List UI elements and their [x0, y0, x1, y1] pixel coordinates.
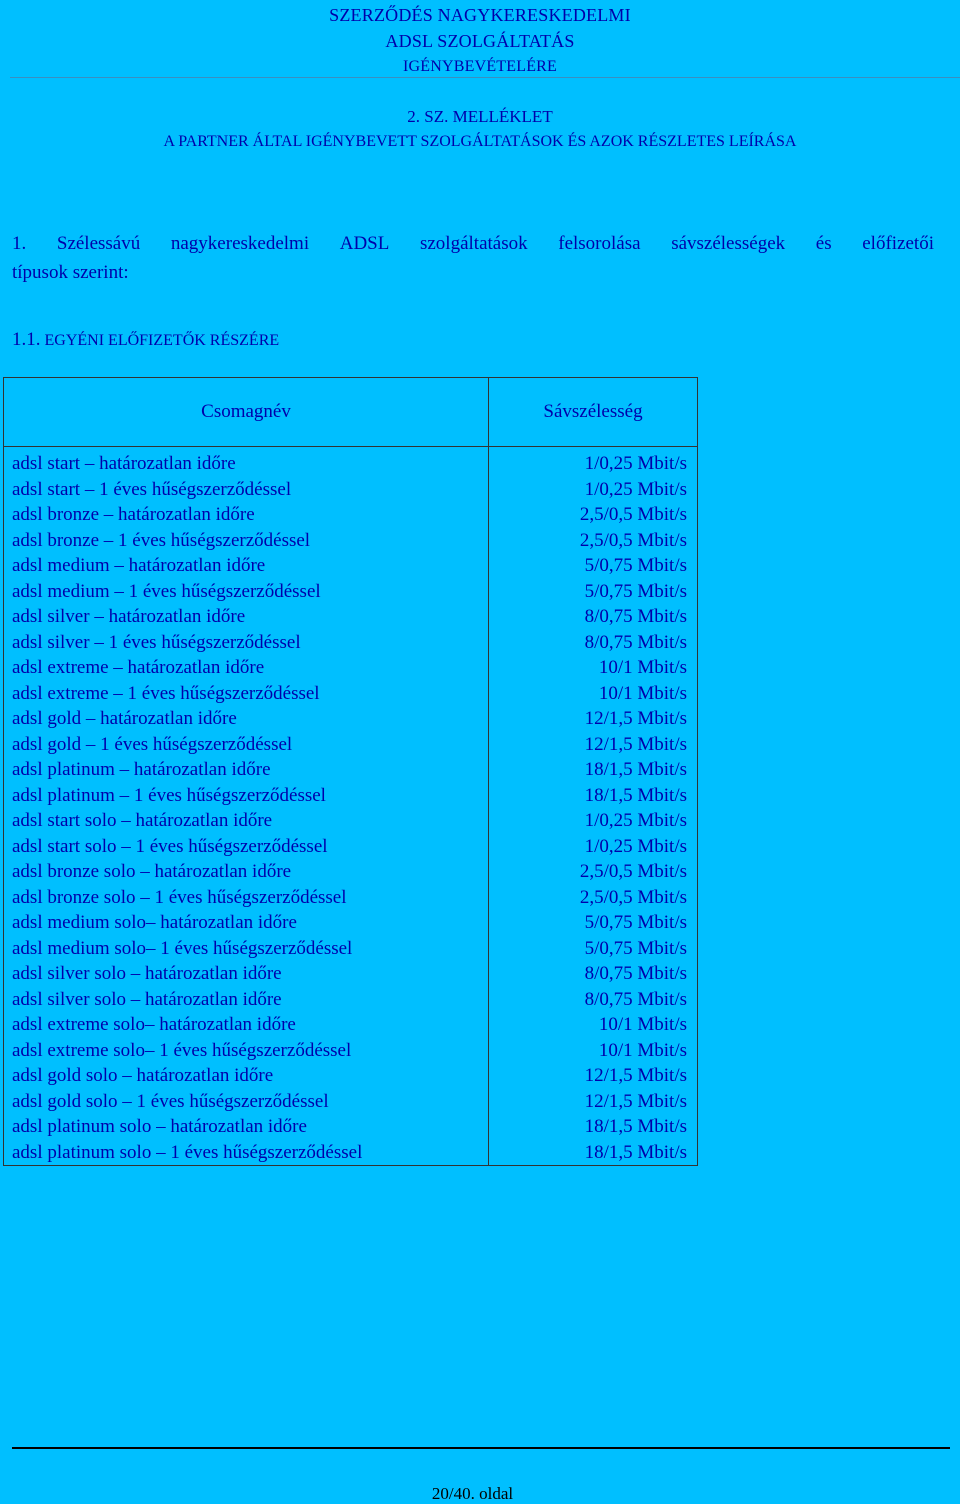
package-name-cell: adsl platinum – határozatlan időre — [4, 757, 489, 783]
bandwidth-cell: 1/0,25 Mbit/s — [489, 447, 698, 477]
section-1-word: előfizetői — [862, 233, 934, 254]
table-row — [4, 808, 698, 834]
section-1-word: sávszélességek — [671, 233, 786, 254]
table-row — [4, 1012, 698, 1038]
package-name-cell: adsl silver solo – határozatlan időre — [4, 987, 489, 1013]
section-1-word: Szélessávú — [56, 233, 141, 254]
package-name-cell: adsl platinum solo – határozatlan időre — [4, 1114, 489, 1140]
section-1-number: 1. — [12, 233, 27, 254]
bandwidth-cell: 5/0,75 Mbit/s — [489, 553, 698, 579]
table-row — [4, 655, 698, 681]
table-row — [4, 732, 698, 758]
bandwidth-cell: 12/1,5 Mbit/s — [489, 1063, 698, 1089]
table-row — [4, 834, 698, 860]
bandwidth-cell: 10/1 Mbit/s — [489, 655, 698, 681]
bandwidth-cell: 2,5/0,5 Mbit/s — [489, 502, 698, 528]
bandwidth-cell: 8/0,75 Mbit/s — [489, 987, 698, 1013]
package-name-cell: adsl bronze solo – határozatlan időre — [4, 859, 489, 885]
column-header-bandwidth: Sávszélesség — [489, 378, 698, 447]
table-row — [4, 910, 698, 936]
header-divider — [10, 77, 960, 78]
package-name-cell: adsl medium solo– 1 éves hűségszerződéssel — [4, 936, 489, 962]
package-name-cell: adsl gold – határozatlan időre — [4, 706, 489, 732]
bandwidth-cell: 12/1,5 Mbit/s — [489, 1089, 698, 1115]
package-name-cell: adsl gold solo – határozatlan időre — [4, 1063, 489, 1089]
package-name-cell: adsl platinum – 1 éves hűségszerződéssel — [4, 783, 489, 809]
bandwidth-cell: 12/1,5 Mbit/s — [489, 706, 698, 732]
package-name-cell: adsl start – határozatlan időre — [4, 447, 489, 477]
bandwidth-cell: 18/1,5 Mbit/s — [489, 1114, 698, 1140]
package-name-cell: adsl extreme – határozatlan időre — [4, 655, 489, 681]
package-name-cell: adsl bronze solo – 1 éves hűségszerződéssel — [4, 885, 489, 911]
header-title-line2: ADSL SZOLGÁLTATÁS — [385, 31, 575, 51]
package-name-cell: adsl silver solo – határozatlan időre — [4, 961, 489, 987]
bandwidth-cell: 2,5/0,5 Mbit/s — [489, 528, 698, 554]
package-name-cell: adsl start solo – 1 éves hűségszerződéssel — [4, 834, 489, 860]
section-1-1-title: EGYÉNI ELŐFIZETŐK RÉSZÉRE — [44, 332, 280, 349]
package-name-cell: adsl gold solo – 1 éves hűségszerződéssel — [4, 1089, 489, 1115]
table-row — [4, 859, 698, 885]
annex-title: A PARTNER ÁLTAL IGÉNYBEVETT SZOLGÁLTATÁSOK ÉS AZOK RÉSZLETES LEÍRÁSA — [163, 133, 797, 150]
package-name-cell: adsl silver – határozatlan időre — [4, 604, 489, 630]
bandwidth-cell: 1/0,25 Mbit/s — [489, 477, 698, 503]
bandwidth-cell: 5/0,75 Mbit/s — [489, 936, 698, 962]
table-row — [4, 553, 698, 579]
package-name-cell: adsl extreme solo– határozatlan időre — [4, 1012, 489, 1038]
header-title-line3: IGÉNYBEVÉTELÉRE — [402, 58, 558, 75]
package-name-cell: adsl medium solo– határozatlan időre — [4, 910, 489, 936]
table-row — [4, 630, 698, 656]
package-name-cell: adsl extreme solo– 1 éves hűségszerződéssel — [4, 1038, 489, 1064]
table-row — [4, 579, 698, 605]
package-name-cell: adsl extreme – 1 éves hűségszerződéssel — [4, 681, 489, 707]
table-row — [4, 1063, 698, 1089]
package-table — [3, 377, 698, 1166]
section-1-1-heading — [12, 329, 279, 351]
table-row — [4, 885, 698, 911]
section-1-word: szolgáltatások — [419, 233, 528, 254]
table-header-row — [4, 378, 698, 447]
section-1-line1 — [12, 229, 934, 258]
table-row — [4, 1089, 698, 1115]
footer-divider — [12, 1447, 950, 1449]
section-1-word: felsorolása — [558, 233, 641, 254]
bandwidth-cell: 10/1 Mbit/s — [489, 1038, 698, 1064]
package-name-cell: adsl silver – 1 éves hűségszerződéssel — [4, 630, 489, 656]
bandwidth-cell: 2,5/0,5 Mbit/s — [489, 885, 698, 911]
section-1-word: és — [815, 233, 832, 254]
section-1-heading — [12, 229, 934, 287]
table-row — [4, 528, 698, 554]
table-row — [4, 1038, 698, 1064]
table-row — [4, 681, 698, 707]
package-name-cell: adsl start solo – határozatlan időre — [4, 808, 489, 834]
package-name-cell: adsl bronze – határozatlan időre — [4, 502, 489, 528]
table-row — [4, 783, 698, 809]
package-name-cell: adsl start – 1 éves hűségszerződéssel — [4, 477, 489, 503]
package-name-cell: adsl platinum solo – 1 éves hűségszerződéssel — [4, 1140, 489, 1166]
header-title-line1: SZERZŐDÉS NAGYKERESKEDELMI — [329, 5, 631, 25]
bandwidth-cell: 1/0,25 Mbit/s — [489, 808, 698, 834]
package-name-cell: adsl medium – 1 éves hűségszerződéssel — [4, 579, 489, 605]
section-1-line2: típusok szerint: — [12, 262, 129, 283]
table-row — [4, 447, 698, 477]
bandwidth-cell: 8/0,75 Mbit/s — [489, 630, 698, 656]
table-row — [4, 961, 698, 987]
package-name-cell: adsl gold – 1 éves hűségszerződéssel — [4, 732, 489, 758]
page-number: 20/40. oldal — [431, 1484, 514, 1503]
table-row — [4, 477, 698, 503]
bandwidth-cell: 18/1,5 Mbit/s — [489, 783, 698, 809]
bandwidth-cell: 8/0,75 Mbit/s — [489, 961, 698, 987]
table-row — [4, 706, 698, 732]
table-row — [4, 604, 698, 630]
section-1-word: nagykereskedelmi — [170, 233, 310, 254]
bandwidth-cell: 10/1 Mbit/s — [489, 1012, 698, 1038]
bandwidth-cell: 2,5/0,5 Mbit/s — [489, 859, 698, 885]
section-1-word: ADSL — [339, 233, 390, 254]
bandwidth-cell: 5/0,75 Mbit/s — [489, 579, 698, 605]
bandwidth-cell: 1/0,25 Mbit/s — [489, 834, 698, 860]
table-row — [4, 1140, 698, 1166]
package-name-cell: adsl medium – határozatlan időre — [4, 553, 489, 579]
bandwidth-cell: 12/1,5 Mbit/s — [489, 732, 698, 758]
bandwidth-cell: 8/0,75 Mbit/s — [489, 604, 698, 630]
bandwidth-cell: 5/0,75 Mbit/s — [489, 910, 698, 936]
bandwidth-cell: 18/1,5 Mbit/s — [489, 757, 698, 783]
bandwidth-cell: 10/1 Mbit/s — [489, 681, 698, 707]
annex-number: 2. SZ. MELLÉKLET — [407, 107, 553, 126]
bandwidth-cell: 18/1,5 Mbit/s — [489, 1140, 698, 1166]
table-row — [4, 936, 698, 962]
column-header-package-name: Csomagnév — [4, 378, 489, 447]
table-row — [4, 757, 698, 783]
section-1-1-number: 1.1. — [12, 329, 41, 350]
package-name-cell: adsl bronze – 1 éves hűségszerződéssel — [4, 528, 489, 554]
table-row — [4, 987, 698, 1013]
table-row — [4, 1114, 698, 1140]
table-row — [4, 502, 698, 528]
